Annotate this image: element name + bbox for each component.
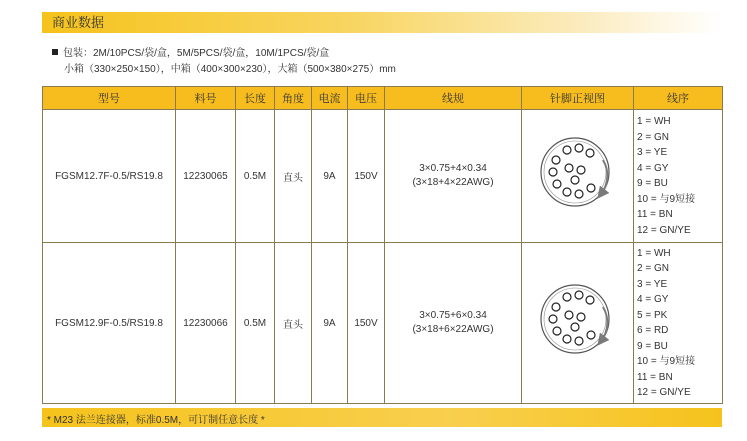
- cell-part-no: 12230066: [176, 243, 236, 404]
- wiring-item: 1 = WH: [637, 116, 671, 127]
- wiring-item: 9 = BU: [637, 340, 668, 352]
- section-header-bar: [42, 12, 722, 33]
- header-part-no: 料号: [176, 87, 236, 110]
- wiring-item: 11 = BN: [637, 371, 673, 383]
- cell-voltage: 150V: [348, 243, 385, 404]
- wiring-item: 5 = PK: [637, 309, 668, 321]
- wiring-item: 12 = GN/YE: [637, 224, 691, 236]
- cell-current: 9A: [312, 243, 348, 404]
- cell-angle: 直头: [275, 110, 312, 243]
- cell-gauge: [385, 243, 522, 404]
- header-current: 电流: [312, 87, 348, 110]
- cell-part-no: 12230065: [176, 110, 236, 243]
- cell-pin-view: [522, 110, 634, 243]
- header-voltage: 电压: [348, 87, 385, 110]
- cell-voltage: 150V: [348, 110, 385, 243]
- connector-pin-diagram-12-icon: [533, 130, 623, 220]
- wiring-item: 4 = GY: [637, 162, 669, 174]
- packaging-line-1: 包装：2M/10PCS/袋/盒，5M/5PCS/袋/盒，10M/1PCS/袋/盒: [63, 48, 330, 59]
- wiring-item: 1 = WH: [637, 247, 671, 259]
- cell-current: 9A: [312, 110, 348, 243]
- cell-pin-view: [522, 243, 634, 404]
- cell-wiring: [634, 110, 723, 243]
- gauge-line-1: 3×0.75+6×0.34: [419, 310, 487, 321]
- header-gauge: 线规: [385, 87, 522, 110]
- bullet-icon: [52, 49, 58, 55]
- wiring-item: 3 = YE: [637, 278, 668, 290]
- wiring-item: 2 = GN: [637, 131, 669, 143]
- gauge-line-1: 3×0.75+4×0.34: [419, 163, 487, 174]
- cell-angle: 直头: [275, 243, 312, 404]
- footer-note: * M23 法兰连接器，标准0.5M，可订制任意长度 *: [47, 415, 265, 426]
- cell-wiring: [634, 243, 723, 404]
- section-title: 商业数据: [52, 15, 105, 30]
- wiring-item: 4 = GY: [637, 294, 669, 305]
- footer-note-bar: [42, 408, 722, 427]
- header-angle: 角度: [275, 87, 312, 110]
- spec-table: [42, 86, 723, 404]
- table-row: [43, 110, 723, 243]
- header-pin-view: 针脚正视图: [522, 87, 634, 110]
- header-model: 型号: [43, 87, 176, 110]
- wiring-item: 3 = YE: [637, 147, 668, 158]
- packaging-info: [52, 46, 396, 78]
- wiring-item: 2 = GN: [637, 263, 669, 274]
- gauge-line-2: (3×18+4×22AWG): [412, 177, 494, 188]
- packaging-line-2: 小箱（330×250×150），中箱（400×300×230），大箱（500×380×275）mm: [64, 64, 396, 75]
- wiring-item: 10 = 与9短接: [637, 356, 696, 367]
- wiring-item: 12 = GN/YE: [637, 387, 691, 398]
- wiring-item: 10 = 与9短接: [637, 193, 696, 205]
- gauge-line-2: (3×18+6×22AWG): [412, 324, 494, 335]
- wiring-item: 11 = BN: [637, 209, 673, 220]
- header-wiring: 线序: [634, 87, 723, 110]
- table-row: [43, 243, 723, 404]
- cell-length: 0.5M: [236, 110, 275, 243]
- header-length: 长度: [236, 87, 275, 110]
- wiring-item: 6 = RD: [637, 325, 669, 336]
- cell-gauge: [385, 110, 522, 243]
- table-header-row: [43, 87, 723, 110]
- connector-pin-diagram-12-icon: [533, 277, 623, 367]
- cell-model: FGSM12.7F-0.5/RS19.8: [43, 110, 176, 243]
- cell-length: 0.5M: [236, 243, 275, 404]
- wiring-item: 9 = BU: [637, 178, 668, 189]
- cell-model: FGSM12.9F-0.5/RS19.8: [43, 243, 176, 404]
